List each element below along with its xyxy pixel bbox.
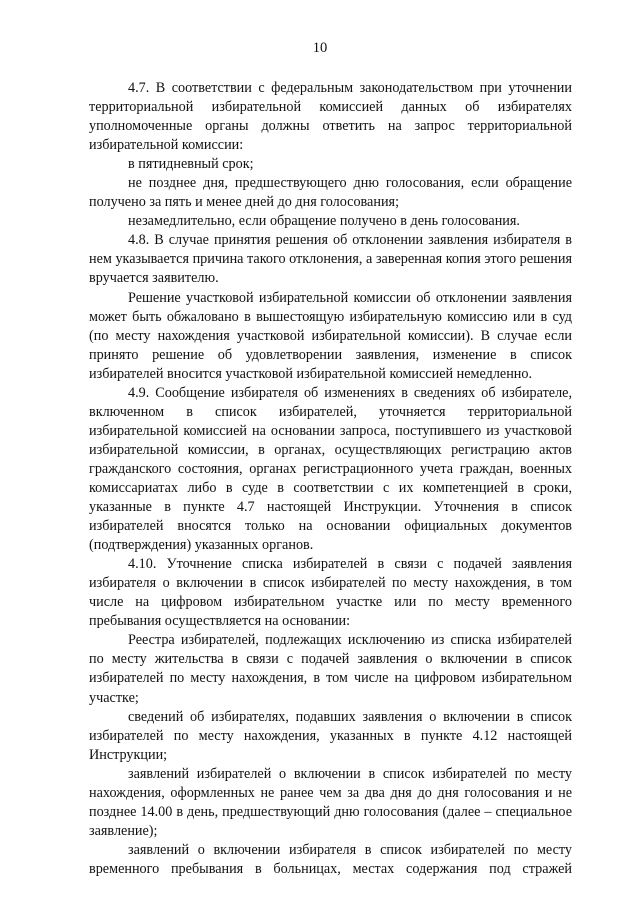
paragraph-4-10: 4.10. Уточнение списка избирателей в связи с подачей заявления избирателя о включении в список избирателей по месту нахождения, в том числе на цифровом избирательном участке или по месту временного пребывания осуществляется на основании: xyxy=(89,556,572,630)
paragraph-item-before-voting-day: не позднее дня, предшествующего дню голосования, если обращение получено за пять и менее дней до дня голосования; xyxy=(89,175,572,211)
paragraph-item-five-days: в пятидневный срок; xyxy=(128,156,254,173)
page-number: 10 xyxy=(312,40,328,56)
paragraph-basis-temporary-stay: заявлений о включении избирателя в список избирателей по месту временного пребывания в больницах, местах содержания под стражей xyxy=(89,841,572,877)
paragraph-basis-applications: заявлений избирателей о включении в список избирателей по месту нахождения, оформленных не ранее чем за два дня до дня голосования и не позднее 14.00 в день, предшествующий дню голосования (далее – специальное заявление); xyxy=(89,765,572,839)
paragraph-item-immediately: незамедлительно, если обращение получено в день голосования. xyxy=(128,213,520,230)
paragraph-4-7: 4.7. В соответствии с федеральным законодательством при уточнении территориальной избирательной комиссией данных об избирателях уполномоченные органы должны ответить на запрос территориальной избирательной комиссии: xyxy=(89,80,572,154)
paragraph-appeal: Решение участковой избирательной комиссии об отклонении заявления может быть обжаловано в вышестоящую избирательную комиссию или в суд (по месту нахождения участковой избирательной комиссии). В случае если принято решение об удовлетворении заявления, изменение в список избирателей вносится участковой избирательной комиссией немедленно. xyxy=(89,289,572,382)
document-body xyxy=(89,79,572,879)
paragraph-basis-info: сведений об избирателях, подавших заявления о включении в список избирателей по месту нахождения, указанных в пункте 4.12 настоящей Инструкции; xyxy=(89,708,572,763)
paragraph-4-9: 4.9. Сообщение избирателя об изменениях в сведениях об избирателе, включенном в список избирателей, уточняется территориальной избирательной комиссией на основании запроса, поступившего из участковой избирательной комиссии, в органах, осуществляющих регистрацию актов гражданского состояния, органах регистрационного учета граждан, военных комиссариатах либо в суде в соответствии с их компетенцией в сроки, указанные в пункте 4.7 настоящей Инструкции. Уточнения в список избирателей вносятся только на основании официальных документов (подтверждения) указанных органов. xyxy=(89,384,572,554)
paragraph-4-8: 4.8. В случае принятия решения об отклонении заявления избирателя в нем указывается причина такого отклонения, а заверенная копия этого решения вручается заявителю. xyxy=(89,232,572,287)
paragraph-basis-registry: Реестра избирателей, подлежащих исключению из списка избирателей по месту жительства в связи с подачей заявления о включении в список избирателей по месту нахождения, в том числе на цифровом избирательном участке; xyxy=(89,632,572,706)
